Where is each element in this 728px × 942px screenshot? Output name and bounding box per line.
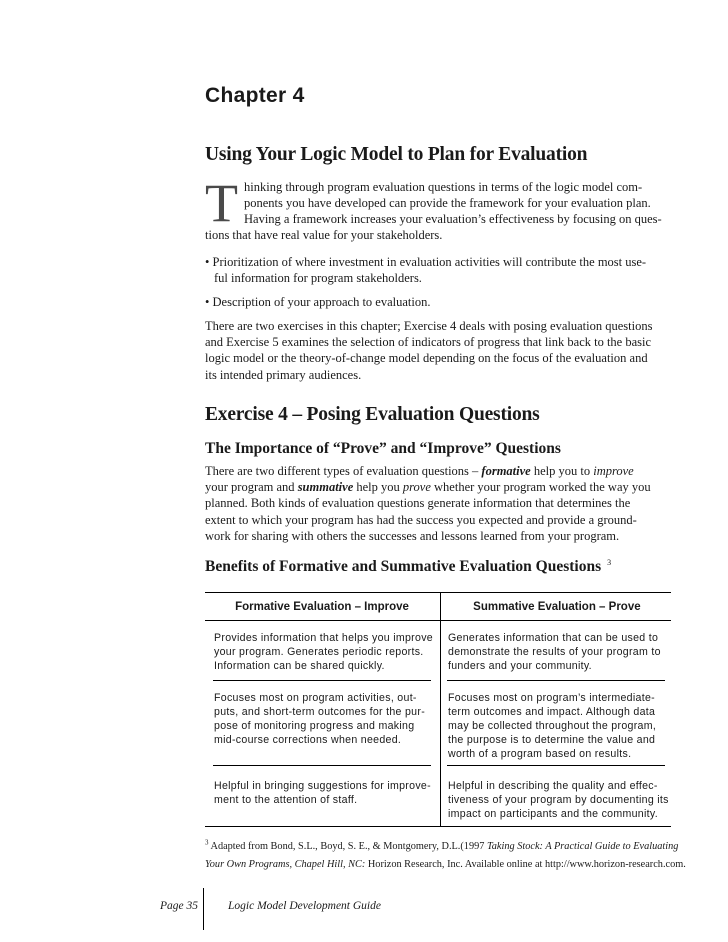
table-cell: Focuses most on program’s intermediate- term outcomes and impact. Although data may be collected throughout the program, the purpose is to determine the value and worth of a program based on results. (448, 691, 657, 761)
importance-paragraph: There are two different types of evaluation questions – formative help you to improve your program and summative help you prove whether your program worked the way you planned. Both kinds of evaluation questions generate information that determines the extent to which your program has had the success you expected and provide a ground- work for sharing with others the successes and lessons learned from your program. (205, 464, 651, 543)
table-row-divider (447, 680, 665, 681)
intro-line: tions that have real value for your stakeholders. (205, 228, 443, 242)
intro-line: Having a framework increases your evaluation’s effectiveness by focusing on ques- (244, 212, 662, 226)
table-cell: Focuses most on program activities, out- puts, and short-term outcomes for the pur- pose of monitoring progress and making mid-course corrections when needed. (214, 691, 426, 747)
table-row-divider (447, 765, 665, 766)
table-cell: Generates information that can be used to demonstrate the results of your program to funders and your community. (448, 632, 661, 673)
intro-line: ponents you have developed can provide the framework for your evaluation plan. (244, 196, 651, 210)
table-cell: Provides information that helps you improve your program. Generates periodic reports. Information can be shared quickly. (214, 632, 433, 673)
table-row-divider (213, 680, 431, 681)
table-top-rule (205, 592, 671, 593)
table-cell: Helpful in describing the quality and effec- tiveness of your program by documenting its impact on participants and the community. (448, 779, 669, 821)
table-header-summative: Summative Evaluation – Prove (473, 601, 641, 613)
footnote: $^3$ Adapted from Bond, S.L., Boyd, S. E., & Montgomery, D.L.(1997 Taking Stock: A Practical Guide to Evaluating Your Own Programs, Chapel Hill, NC: Horizon Research, Inc. Available online at http://www.horizon-research.com. (205, 839, 686, 870)
chapter-label: Chapter 4 (205, 84, 305, 107)
table-header-rule (205, 620, 671, 621)
running-footer: Logic Model Development Guide (228, 900, 381, 912)
intro-line: hinking through program evaluation questions in terms of the logic model com- (244, 180, 643, 194)
footer-divider (203, 888, 204, 930)
table-header-formative: Formative Evaluation – Improve (235, 601, 409, 613)
footnote-ref: 3 (607, 558, 612, 567)
bullet-item: • Prioritization of where investment in evaluation activities will contribute the most use- ful information for program stakeholders. (205, 255, 647, 286)
table-row-divider (213, 765, 431, 766)
drop-cap: T (205, 173, 238, 233)
subheading: The Importance of “Prove” and “Improve” Questions (205, 440, 561, 457)
table-bottom-rule (205, 826, 671, 827)
table-cell: Helpful in bringing suggestions for improve- ment to the attention of staff. (214, 779, 431, 806)
page-number: Page 35 (160, 900, 199, 912)
exercise-title: Exercise 4 – Posing Evaluation Questions (205, 404, 540, 425)
bullet-item: • Description of your approach to evaluation. (205, 295, 431, 309)
exercises-paragraph: There are two exercises in this chapter; Exercise 4 deals with posing evaluation questions and Exercise 5 examines the selection of indicators of progress that link back to the basic logic model or the theory-of-change model depending on the focus of the evaluation and its intended primary audiences. (205, 319, 653, 382)
section-title: Using Your Logic Model to Plan for Evaluation (205, 144, 588, 165)
table-column-divider (440, 592, 441, 826)
benefits-heading: Benefits of Formative and Summative Evaluation Questions $^3$ (205, 558, 612, 576)
